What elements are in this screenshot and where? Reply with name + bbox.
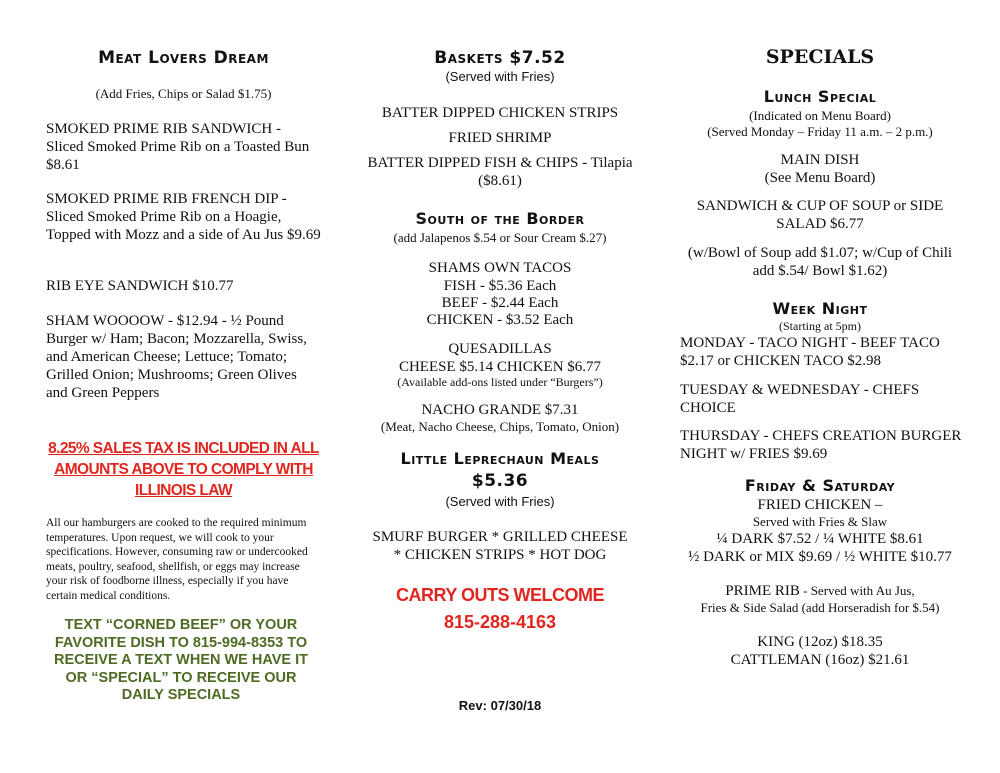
kids-meals-price: $5.36 — [471, 471, 529, 491]
week-night-item: TUESDAY & WEDNESDAY - CHEFS CHOICE — [680, 382, 920, 416]
fried-chicken-subtitle: Served with Fries & Slaw — [752, 514, 888, 529]
prime-rib-cattleman: CATTLEMAN (16oz) $21.61 — [730, 652, 910, 668]
meat-lovers-add-note: (Add Fries, Chips or Salad $1.75) — [95, 86, 272, 101]
prime-rib-name: PRIME RIB — [725, 583, 800, 599]
tacos-line: CHICKEN - $3.52 Each — [426, 312, 574, 328]
prime-rib — [680, 582, 960, 600]
meat-lovers-title: Meat Lovers Dream — [98, 48, 269, 68]
kids-meals-subtitle: (Served with Fries) — [445, 494, 555, 509]
tax-notice: 8.25% SALES TAX IS INCLUDED IN ALL AMOUNTS ABOVE TO COMPLY WITH ILLINOIS LAW — [48, 440, 319, 499]
tacos-line: FISH - $5.36 Each — [443, 278, 557, 294]
week-night-title: Week Night — [772, 299, 868, 318]
baskets-title: Baskets $7.52 — [434, 48, 566, 68]
south-border-title: South of the Border — [415, 209, 585, 228]
text-promo: TEXT “CORNED BEEF” OR YOUR FAVORITE DISH TO 815-994-8353 TO RECEIVE A TEXT WHEN WE HAVE IT OR “SPECIAL” TO RECEIVE OUR DAILY SPECIALS — [53, 617, 309, 703]
sandwich-soup-offer: SANDWICH & CUP OF SOUP or SIDE SALAD $6.77 — [696, 198, 944, 232]
food-safety-disclaimer: All our hamburgers are cooked to the required minimum temperatures. Upon request, we will cook to your specifications. However, consuming raw or undercooked meats, poultry, seafood, shellfish, or eggs may increase your risk of foodborne illness, especially if you have certain medical conditions. — [46, 517, 308, 602]
menu-item: SMOKED PRIME RIB SANDWICH - Sliced Smoked Prime Rib on a Toasted Bun $8.61 — [46, 121, 310, 173]
basket-item: BATTER DIPPED FISH & CHIPS - Tilapia ($8.61) — [367, 155, 633, 189]
menu-item: SHAM WOOOOW - $12.94 - ½ Pound Burger w/ Ham; Bacon; Mozzarella, Swiss, and American Cheese; Lettuce; Tomato; Grilled Onion; Mushrooms; Green Olives and Green Peppers — [46, 313, 307, 401]
fried-chicken-quarter: ¼ DARK $7.52 / ¼ WHITE $8.61 — [716, 531, 924, 547]
prime-rib-king: KING (12oz) $18.35 — [757, 634, 883, 650]
lunch-note: (Indicated on Menu Board) — [749, 108, 891, 123]
basket-item: FRIED SHRIMP — [448, 130, 552, 146]
main-dish-note: (See Menu Board) — [764, 170, 876, 186]
specials-title: SPECIALS — [765, 46, 875, 68]
quesadillas-line: CHEESE $5.14 CHICKEN $6.77 — [398, 359, 602, 375]
tacos-line: BEEF - $2.44 Each — [441, 295, 559, 311]
lunch-hours: (Served Monday – Friday 11 a.m. – 2 p.m.) — [707, 124, 933, 139]
nacho-note: (Meat, Nacho Cheese, Chips, Tomato, Onion) — [380, 419, 620, 434]
south-border-subtitle: (add Jalapenos $.54 or Sour Cream $.27) — [393, 230, 607, 245]
prime-rib-desc: - Served with Au Jus, — [799, 583, 915, 598]
lunch-special-title: Lunch Special — [763, 87, 877, 106]
fried-chicken-half: ½ DARK or MIX $9.69 / ½ WHITE $10.77 — [688, 549, 952, 565]
revision-date: Rev: 07/30/18 — [458, 698, 542, 713]
carry-outs-welcome: CARRY OUTS WELCOME — [395, 585, 604, 605]
phone-number: 815-288-4163 — [443, 612, 557, 632]
baskets-subtitle: (Served with Fries) — [445, 69, 555, 84]
kids-meals-title: Little Leprechaun Meals — [400, 449, 600, 468]
soup-addon-note: (w/Bowl of Soup add $1.07; w/Cup of Chili add $.54/ Bowl $1.62) — [687, 245, 953, 279]
quesadillas-note: (Available add-ons listed under “Burgers”) — [397, 375, 603, 389]
tacos-line: SHAMS OWN TACOS — [428, 260, 572, 276]
menu-item: SMOKED PRIME RIB FRENCH DIP - Sliced Smoked Prime Rib on a Hoagie, Topped with Mozz and a side of Au Jus $9.69 — [46, 191, 321, 243]
quesadillas-line: QUESADILLAS — [448, 341, 552, 357]
prime-rib-sides: Fries & Side Salad (add Horseradish for $.54) — [700, 600, 940, 615]
kids-meals-items: SMURF BURGER * GRILLED CHEESE * CHICKEN STRIPS * HOT DOG — [372, 529, 628, 563]
menu-item: RIB EYE SANDWICH $10.77 — [46, 278, 234, 294]
week-night-item: MONDAY - TACO NIGHT - BEEF TACO $2.17 or CHICKEN TACO $2.98 — [680, 335, 940, 369]
nacho-grande: NACHO GRANDE $7.31 — [421, 402, 579, 418]
main-dish: MAIN DISH — [780, 152, 860, 168]
friday-saturday-title: Friday & Saturday — [744, 476, 896, 495]
basket-item: BATTER DIPPED CHICKEN STRIPS — [381, 105, 619, 121]
week-night-subtitle: (Starting at 5pm) — [779, 319, 861, 333]
fried-chicken: FRIED CHICKEN – — [757, 497, 883, 513]
week-night-item: THURSDAY - CHEFS CREATION BURGER NIGHT w/ FRIES $9.69 — [680, 428, 962, 462]
